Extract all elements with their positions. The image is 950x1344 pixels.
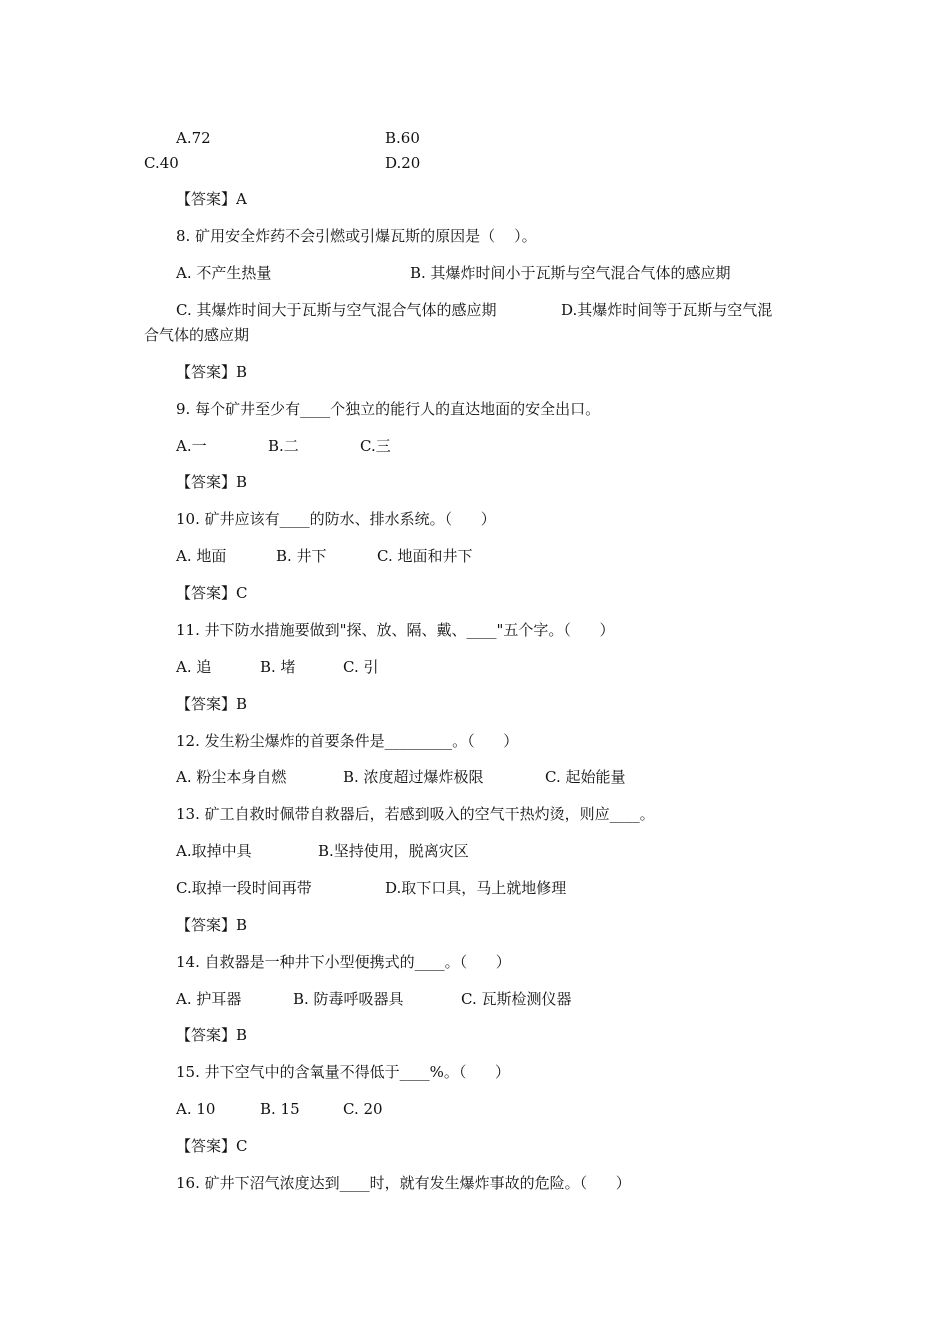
option-a: A. 护耳器 (176, 990, 242, 1008)
answer-line: 【答案】A (176, 190, 247, 208)
option-c: C. 起始能量 (545, 768, 626, 786)
option-b: B.坚持使用，脱离灾区 (318, 842, 469, 860)
question-11: 11. 井下防水措施要做到"探、放、隔、戴、____"五个字。（ ） (176, 621, 615, 639)
question-10: 10. 矿井应该有____的防水、排水系统。（ ） (176, 510, 496, 528)
option-c: C. 20 (343, 1100, 383, 1118)
option-c: C. 地面和井下 (377, 547, 473, 565)
option-b: B. 其爆炸时间小于瓦斯与空气混合气体的感应期 (410, 264, 731, 282)
answer-line: 【答案】C (176, 1137, 248, 1155)
option-b: B. 浓度超过爆炸极限 (343, 768, 484, 786)
option-b: B. 防毒呼吸器具 (293, 990, 404, 1008)
option-d: D.20 (385, 154, 421, 172)
question-15: 15. 井下空气中的含氧量不得低于____%。（ ） (176, 1063, 510, 1081)
option-c: C. 其爆炸时间大于瓦斯与空气混合气体的感应期 (176, 301, 497, 319)
option-c: C.取掉一段时间再带 (176, 879, 312, 897)
question-16: 16. 矿井下沼气浓度达到____时，就有发生爆炸事故的危险。（ ） (176, 1174, 631, 1192)
option-a: A. 粉尘本身自燃 (176, 768, 287, 786)
option-b: B. 15 (260, 1100, 300, 1118)
option-c: C.三 (360, 437, 391, 455)
question-8: 8. 矿用安全炸药不会引燃或引爆瓦斯的原因是（ ）。 (176, 227, 537, 245)
question-13: 13. 矿工自救时佩带自救器后，若感到吸入的空气干热灼烫，则应____。 (176, 805, 655, 823)
option-b: B. 井下 (276, 547, 327, 565)
question-14: 14. 自救器是一种井下小型便携式的____。（ ） (176, 953, 511, 971)
option-a: A. 10 (176, 1100, 216, 1118)
question-9: 9. 每个矿井至少有____个独立的能行人的直达地面的安全出口。 (176, 400, 601, 418)
option-a: A. 不产生热量 (176, 264, 272, 282)
option-c: C. 瓦斯检测仪器 (461, 990, 572, 1008)
option-a: A.一 (176, 437, 207, 455)
option-b: B.二 (268, 437, 299, 455)
answer-line: 【答案】B (176, 916, 248, 934)
option-d-continued: 合气体的感应期 (144, 326, 250, 344)
answer-line: 【答案】C (176, 584, 248, 602)
answer-line: 【答案】B (176, 363, 248, 381)
option-b: B. 堵 (260, 658, 296, 676)
answer-line: 【答案】B (176, 473, 248, 491)
answer-line: 【答案】B (176, 695, 248, 713)
option-a: A. 追 (176, 658, 212, 676)
question-12: 12. 发生粉尘爆炸的首要条件是_________。（ ） (176, 732, 519, 750)
option-a: A.取掉中具 (176, 842, 252, 860)
option-a: A.72 (176, 129, 211, 147)
option-c: C.40 (144, 154, 179, 172)
option-c: C. 引 (343, 658, 379, 676)
answer-line: 【答案】B (176, 1026, 248, 1044)
option-a: A. 地面 (176, 547, 227, 565)
option-d: D.其爆炸时间等于瓦斯与空气混 (561, 301, 773, 319)
option-b: B.60 (385, 129, 420, 147)
option-d: D.取下口具，马上就地修理 (385, 879, 567, 897)
